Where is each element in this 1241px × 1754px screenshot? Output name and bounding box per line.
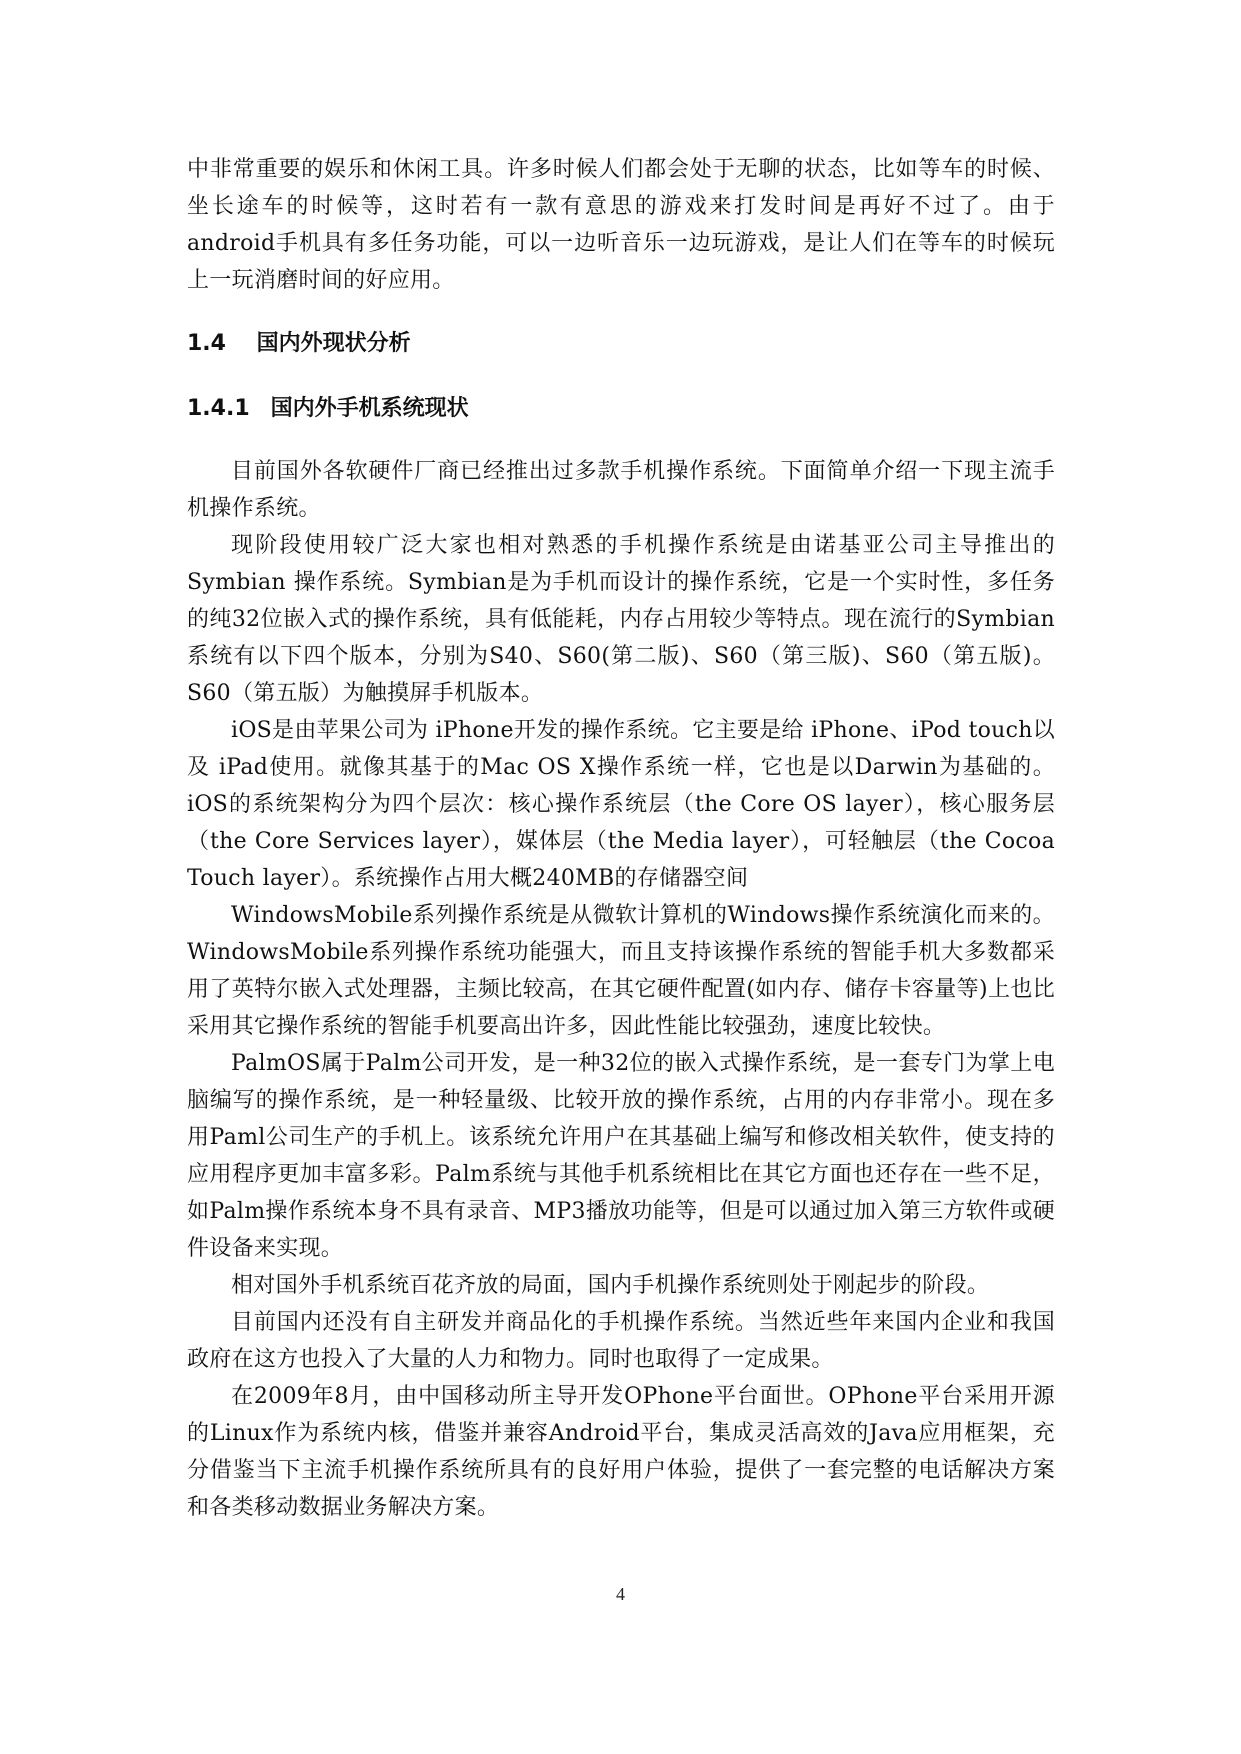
paragraph-windows-mobile: WindowsMobile系列操作系统是从微软计算机的Windows操作系统演化而来的。WindowsMobile系列操作系统功能强大，而且支持该操作系统的智能手机大多数都采用了英特尔嵌入式处理器，主频比较高，在其它硬件配置(如内存、储存卡容量等)上也比采用其它操作系统的智能手机要高出许多，因此性能比较强劲，速度比较快。	[187, 903, 1055, 1039]
paragraph-mobile-os-intro: 目前国外各软硬件厂商已经推出过多款手机操作系统。下面简单介绍一下现主流手机操作系统。	[187, 459, 1055, 521]
section-heading	[187, 325, 1055, 362]
section-number: 1.4	[187, 331, 226, 356]
page-content	[187, 151, 1055, 1526]
paragraph-domestic-status: 目前国内还没有自主研发并商品化的手机操作系统。当然近些年来国内企业和我国政府在这方也投入了大量的人力和物力。同时也取得了一定成果。	[187, 1310, 1055, 1372]
section-title: 国内外现状分析	[256, 331, 411, 356]
page-number: 4	[616, 1584, 625, 1604]
paragraph-ios: iOS是由苹果公司为 iPhone开发的操作系统。它主要是给 iPhone、iPod touch以及 iPad使用。就像其基于的Mac OS X操作系统一样，它也是以Darwin为基础的。iOS的系统架构分为四个层次：核心操作系统层（the Core OS layer），核心服务层（the Core Services layer），媒体层（the Media layer），可轻触层（the Cocoa Touch layer）。系统操作占用大概240MB的存储器空间	[187, 718, 1055, 891]
paragraph-symbian: 现阶段使用较广泛大家也相对熟悉的手机操作系统是由诺基亚公司主导推出的Symbian 操作系统。Symbian是为手机而设计的操作系统，它是一个实时性，多任务的纯32位嵌入式的操作系统，具有低能耗，内存占用较少等特点。现在流行的Symbian系统有以下四个版本，分别为S40、S60(第二版)、S60（第三版)、S60（第五版)。S60（第五版）为触摸屏手机版本。	[187, 533, 1055, 706]
paragraph-domestic-overview: 相对国外手机系统百花齐放的局面，国内手机操作系统则处于刚起步的阶段。	[231, 1273, 990, 1298]
paragraph-palm-os: PalmOS属于Palm公司开发，是一种32位的嵌入式操作系统，是一套专门为掌上电脑编写的操作系统，是一种轻量级、比较开放的操作系统，占用的内存非常小。现在多用Paml公司生产的手机上。该系统允许用户在其基础上编写和修改相关软件，使支持的应用程序更加丰富多彩。Palm系统与其他手机系统相比在其它方面也还存在一些不足，如Palm操作系统本身不具有录音、MP3播放功能等，但是可以通过加入第三方软件或硬件设备来实现。	[187, 1051, 1055, 1261]
paragraph-ophone: 在2009年8月，由中国移动所主导开发OPhone平台面世。OPhone平台采用开源的Linux作为系统内核，借鉴并兼容Android平台，集成灵活高效的Java应用框架，充分借鉴当下主流手机操作系统所具有的良好用户体验，提供了一套完整的电话解决方案和各类移动数据业务解决方案。	[187, 1384, 1055, 1520]
subsection-heading	[187, 390, 1055, 427]
subsection-number: 1.4.1	[187, 396, 250, 421]
subsection-title: 国内外手机系统现状	[270, 396, 469, 421]
intro-paragraph: 中非常重要的娱乐和休闲工具。许多时候人们都会处于无聊的状态，比如等车的时候、坐长途车的时候等，这时若有一款有意思的游戏来打发时间是再好不过了。由于android手机具有多任务功能，可以一边听音乐一边玩游戏，是让人们在等车的时候玩上一玩消磨时间的好应用。	[187, 157, 1055, 293]
